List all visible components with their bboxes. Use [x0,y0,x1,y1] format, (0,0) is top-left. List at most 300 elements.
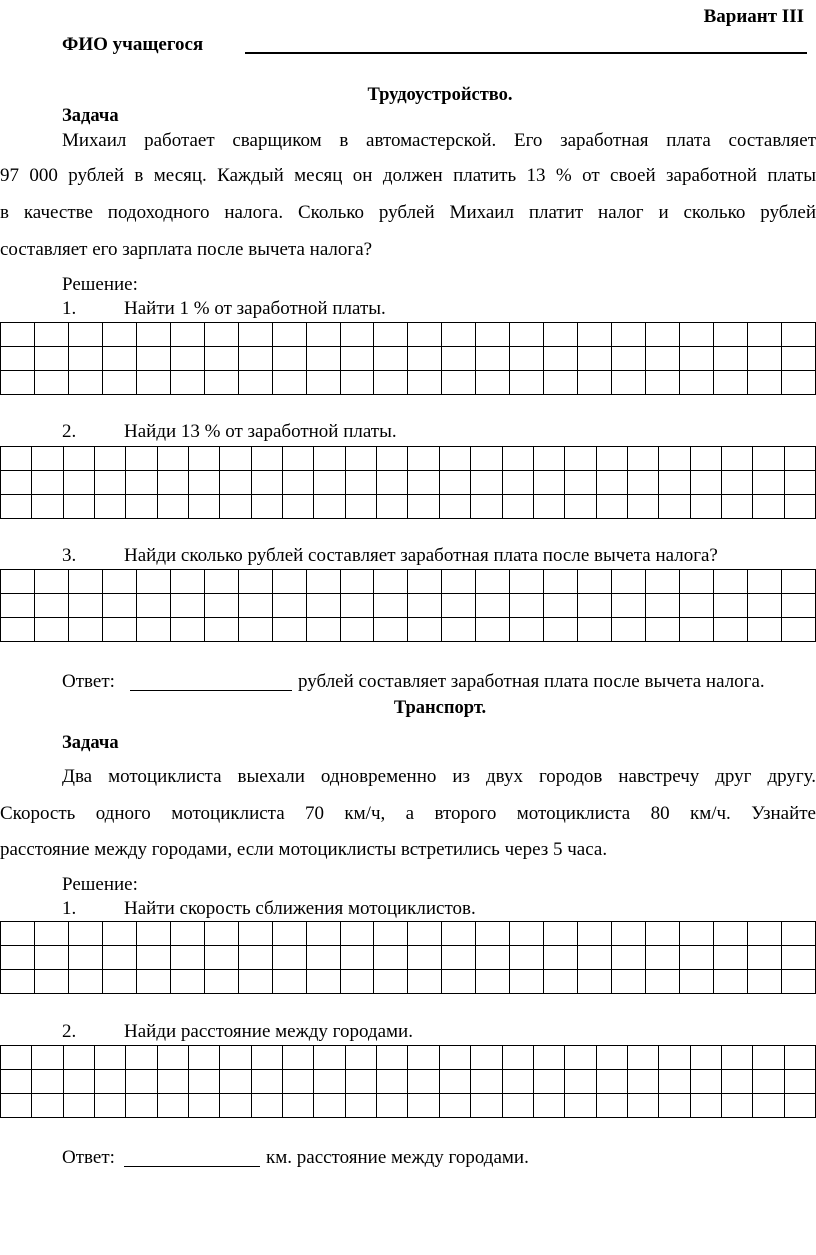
grid-cell[interactable] [476,946,510,970]
grid-cell[interactable] [747,946,781,970]
grid-cell[interactable] [659,471,690,495]
grid-cell[interactable] [283,1070,314,1094]
grid-cell[interactable] [238,594,272,618]
grid-cell[interactable] [747,323,781,347]
grid-cell[interactable] [690,1094,721,1118]
grid-cell[interactable] [565,471,596,495]
grid-cell[interactable] [510,323,544,347]
grid-cell[interactable] [63,1046,94,1070]
grid-cell[interactable] [439,1070,470,1094]
grid-cell[interactable] [170,594,204,618]
grid-cell[interactable] [251,447,282,471]
grid-cell[interactable] [476,970,510,994]
grid-cell[interactable] [1,347,35,371]
grid-cell[interactable] [544,347,578,371]
grid-cell[interactable] [533,495,564,519]
grid-cell[interactable] [95,471,126,495]
grid-cell[interactable] [63,447,94,471]
grid-cell[interactable] [544,922,578,946]
grid-cell[interactable] [157,1094,188,1118]
grid-cell[interactable] [283,1094,314,1118]
grid-cell[interactable] [565,1046,596,1070]
grid-cell[interactable] [646,970,680,994]
grid-cell[interactable] [136,618,170,642]
grid-cell[interactable] [189,1046,220,1070]
grid-cell[interactable] [306,347,340,371]
grid-cell[interactable] [34,970,68,994]
grid-cell[interactable] [126,1070,157,1094]
grid-cell[interactable] [340,347,374,371]
grid-cell[interactable] [32,447,63,471]
grid-cell[interactable] [408,347,442,371]
grid-cell[interactable] [596,1094,627,1118]
grid-cell[interactable] [753,1094,784,1118]
grid-cell[interactable] [157,1070,188,1094]
grid-cell[interactable] [471,495,502,519]
grid-cell[interactable] [442,946,476,970]
grid-cell[interactable] [314,495,345,519]
grid-cell[interactable] [753,447,784,471]
grid-cell[interactable] [220,447,251,471]
grid-cell[interactable] [747,970,781,994]
grid-cell[interactable] [721,471,752,495]
grid-cell[interactable] [747,371,781,395]
grid-cell[interactable] [204,922,238,946]
grid-cell[interactable] [283,1046,314,1070]
grid-cell[interactable] [442,347,476,371]
grid-cell[interactable] [781,323,815,347]
grid-cell[interactable] [238,570,272,594]
grid-cell[interactable] [781,594,815,618]
grid-cell[interactable] [627,1046,658,1070]
grid-cell[interactable] [721,447,752,471]
grid-cell[interactable] [753,1046,784,1070]
grid-cell[interactable] [1,570,35,594]
grid-cell[interactable] [1,495,32,519]
grid-cell[interactable] [578,946,612,970]
grid-cell[interactable] [408,570,442,594]
grid-cell[interactable] [784,1070,815,1094]
grid-cell[interactable] [102,371,136,395]
grid-cell[interactable] [510,970,544,994]
grid-cell[interactable] [680,371,714,395]
grid-cell[interactable] [157,471,188,495]
grid-cell[interactable] [136,594,170,618]
student-name-field[interactable] [245,52,807,54]
grid-cell[interactable] [408,471,439,495]
grid-cell[interactable] [690,1070,721,1094]
grid-cell[interactable] [251,1046,282,1070]
grid-cell[interactable] [544,946,578,970]
grid-cell[interactable] [646,570,680,594]
answer-grid-1-1[interactable] [0,322,816,395]
grid-cell[interactable] [408,447,439,471]
grid-cell[interactable] [578,970,612,994]
grid-cell[interactable] [442,570,476,594]
grid-cell[interactable] [189,495,220,519]
grid-cell[interactable] [439,447,470,471]
grid-cell[interactable] [596,471,627,495]
grid-cell[interactable] [578,347,612,371]
grid-cell[interactable] [646,618,680,642]
grid-cell[interactable] [781,946,815,970]
grid-cell[interactable] [220,471,251,495]
grid-cell[interactable] [578,371,612,395]
grid-cell[interactable] [95,495,126,519]
grid-cell[interactable] [170,570,204,594]
grid-cell[interactable] [659,495,690,519]
grid-cell[interactable] [753,495,784,519]
grid-cell[interactable] [283,447,314,471]
grid-cell[interactable] [32,1070,63,1094]
grid-cell[interactable] [408,618,442,642]
grid-cell[interactable] [680,570,714,594]
grid-cell[interactable] [714,922,748,946]
grid-cell[interactable] [714,618,748,642]
grid-cell[interactable] [345,447,376,471]
grid-cell[interactable] [502,447,533,471]
grid-cell[interactable] [408,323,442,347]
grid-cell[interactable] [63,495,94,519]
grid-cell[interactable] [157,447,188,471]
grid-cell[interactable] [272,570,306,594]
grid-cell[interactable] [690,1046,721,1070]
answer-grid-2-2[interactable] [0,1045,816,1118]
grid-cell[interactable] [1,946,35,970]
grid-cell[interactable] [565,447,596,471]
grid-cell[interactable] [471,1094,502,1118]
grid-cell[interactable] [627,447,658,471]
grid-cell[interactable] [439,1046,470,1070]
grid-cell[interactable] [34,323,68,347]
grid-cell[interactable] [784,1094,815,1118]
grid-cell[interactable] [533,1070,564,1094]
answer-blank-1[interactable] [130,690,292,691]
grid-cell[interactable] [510,347,544,371]
grid-cell[interactable] [1,1046,32,1070]
grid-cell[interactable] [612,594,646,618]
grid-cell[interactable] [170,371,204,395]
grid-cell[interactable] [781,922,815,946]
grid-cell[interactable] [126,495,157,519]
grid-cell[interactable] [533,447,564,471]
grid-cell[interactable] [784,1046,815,1070]
grid-cell[interactable] [272,970,306,994]
grid-cell[interactable] [34,371,68,395]
grid-cell[interactable] [578,922,612,946]
grid-cell[interactable] [476,922,510,946]
grid-cell[interactable] [1,594,35,618]
grid-cell[interactable] [502,1070,533,1094]
grid-cell[interactable] [189,471,220,495]
grid-cell[interactable] [220,1046,251,1070]
grid-cell[interactable] [533,1046,564,1070]
grid-cell[interactable] [578,323,612,347]
grid-cell[interactable] [544,594,578,618]
grid-cell[interactable] [408,495,439,519]
grid-cell[interactable] [612,618,646,642]
grid-cell[interactable] [68,922,102,946]
grid-cell[interactable] [646,371,680,395]
grid-cell[interactable] [68,946,102,970]
grid-cell[interactable] [714,570,748,594]
grid-cell[interactable] [690,447,721,471]
grid-cell[interactable] [502,1094,533,1118]
grid-cell[interactable] [1,618,35,642]
grid-cell[interactable] [596,447,627,471]
grid-cell[interactable] [596,1046,627,1070]
grid-cell[interactable] [238,618,272,642]
grid-cell[interactable] [1,922,35,946]
grid-cell[interactable] [340,618,374,642]
grid-cell[interactable] [680,323,714,347]
grid-cell[interactable] [34,570,68,594]
grid-cell[interactable] [374,347,408,371]
grid-cell[interactable] [714,323,748,347]
grid-cell[interactable] [314,471,345,495]
grid-cell[interactable] [680,618,714,642]
grid-cell[interactable] [442,371,476,395]
grid-cell[interactable] [306,922,340,946]
grid-cell[interactable] [170,323,204,347]
grid-cell[interactable] [374,371,408,395]
grid-cell[interactable] [646,922,680,946]
grid-cell[interactable] [272,371,306,395]
grid-cell[interactable] [714,970,748,994]
grid-cell[interactable] [476,347,510,371]
grid-cell[interactable] [306,323,340,347]
grid-cell[interactable] [408,946,442,970]
grid-cell[interactable] [220,495,251,519]
grid-cell[interactable] [544,618,578,642]
grid-cell[interactable] [690,471,721,495]
grid-cell[interactable] [68,570,102,594]
grid-cell[interactable] [204,618,238,642]
grid-cell[interactable] [408,1046,439,1070]
grid-cell[interactable] [476,618,510,642]
grid-cell[interactable] [238,371,272,395]
grid-cell[interactable] [646,347,680,371]
grid-cell[interactable] [102,922,136,946]
grid-cell[interactable] [374,323,408,347]
grid-cell[interactable] [238,946,272,970]
grid-cell[interactable] [612,323,646,347]
grid-cell[interactable] [502,1046,533,1070]
grid-cell[interactable] [126,447,157,471]
grid-cell[interactable] [32,1094,63,1118]
grid-cell[interactable] [781,371,815,395]
grid-cell[interactable] [340,323,374,347]
grid-cell[interactable] [345,1046,376,1070]
grid-cell[interactable] [578,618,612,642]
grid-cell[interactable] [189,1070,220,1094]
answer-grid-1-2[interactable] [0,446,816,519]
grid-cell[interactable] [157,1046,188,1070]
grid-cell[interactable] [612,922,646,946]
grid-cell[interactable] [612,946,646,970]
grid-cell[interactable] [714,347,748,371]
grid-cell[interactable] [377,471,408,495]
grid-cell[interactable] [102,970,136,994]
grid-cell[interactable] [476,570,510,594]
grid-cell[interactable] [544,371,578,395]
grid-cell[interactable] [170,970,204,994]
grid-cell[interactable] [238,347,272,371]
grid-cell[interactable] [306,946,340,970]
grid-cell[interactable] [68,970,102,994]
grid-cell[interactable] [439,471,470,495]
grid-cell[interactable] [442,323,476,347]
grid-cell[interactable] [471,471,502,495]
grid-cell[interactable] [377,1070,408,1094]
grid-cell[interactable] [238,323,272,347]
grid-cell[interactable] [1,371,35,395]
grid-cell[interactable] [476,371,510,395]
grid-cell[interactable] [408,371,442,395]
grid-cell[interactable] [753,471,784,495]
grid-cell[interactable] [612,371,646,395]
grid-cell[interactable] [544,970,578,994]
grid-cell[interactable] [1,323,35,347]
grid-cell[interactable] [170,946,204,970]
grid-cell[interactable] [340,970,374,994]
grid-cell[interactable] [136,922,170,946]
grid-cell[interactable] [272,946,306,970]
grid-cell[interactable] [439,495,470,519]
grid-cell[interactable] [377,1046,408,1070]
grid-cell[interactable] [306,970,340,994]
grid-cell[interactable] [690,495,721,519]
grid-cell[interactable] [544,570,578,594]
grid-cell[interactable] [612,347,646,371]
grid-cell[interactable] [627,1070,658,1094]
grid-cell[interactable] [272,594,306,618]
grid-cell[interactable] [32,1046,63,1070]
grid-cell[interactable] [502,495,533,519]
grid-cell[interactable] [34,618,68,642]
grid-cell[interactable] [408,970,442,994]
grid-cell[interactable] [659,1046,690,1070]
answer-grid-2-1[interactable] [0,921,816,994]
grid-cell[interactable] [714,371,748,395]
grid-cell[interactable] [659,447,690,471]
grid-cell[interactable] [238,922,272,946]
grid-cell[interactable] [596,1070,627,1094]
grid-cell[interactable] [95,1070,126,1094]
grid-cell[interactable] [306,570,340,594]
grid-cell[interactable] [439,1094,470,1118]
grid-cell[interactable] [102,570,136,594]
grid-cell[interactable] [680,347,714,371]
grid-cell[interactable] [408,922,442,946]
grid-cell[interactable] [189,1094,220,1118]
grid-cell[interactable] [95,447,126,471]
grid-cell[interactable] [510,618,544,642]
grid-cell[interactable] [136,970,170,994]
grid-cell[interactable] [471,1070,502,1094]
grid-cell[interactable] [781,618,815,642]
grid-cell[interactable] [102,618,136,642]
grid-cell[interactable] [680,946,714,970]
answer-blank-2[interactable] [124,1166,260,1167]
grid-cell[interactable] [340,570,374,594]
grid-cell[interactable] [721,1046,752,1070]
grid-cell[interactable] [544,323,578,347]
grid-cell[interactable] [374,970,408,994]
grid-cell[interactable] [251,495,282,519]
grid-cell[interactable] [565,1094,596,1118]
grid-cell[interactable] [612,970,646,994]
grid-cell[interactable] [1,447,32,471]
grid-cell[interactable] [442,594,476,618]
grid-cell[interactable] [721,495,752,519]
grid-cell[interactable] [204,323,238,347]
grid-cell[interactable] [314,447,345,471]
grid-cell[interactable] [408,1070,439,1094]
grid-cell[interactable] [272,618,306,642]
grid-cell[interactable] [170,347,204,371]
grid-cell[interactable] [1,1070,32,1094]
grid-cell[interactable] [136,570,170,594]
grid-cell[interactable] [314,1070,345,1094]
grid-cell[interactable] [747,618,781,642]
grid-cell[interactable] [659,1094,690,1118]
grid-cell[interactable] [377,447,408,471]
grid-cell[interactable] [377,495,408,519]
grid-cell[interactable] [95,1094,126,1118]
grid-cell[interactable] [283,495,314,519]
grid-cell[interactable] [63,471,94,495]
grid-cell[interactable] [345,471,376,495]
grid-cell[interactable] [136,371,170,395]
grid-cell[interactable] [442,618,476,642]
grid-cell[interactable] [578,594,612,618]
grid-cell[interactable] [204,594,238,618]
grid-cell[interactable] [714,946,748,970]
grid-cell[interactable] [471,1046,502,1070]
grid-cell[interactable] [747,594,781,618]
grid-cell[interactable] [68,594,102,618]
grid-cell[interactable] [646,946,680,970]
grid-cell[interactable] [157,495,188,519]
grid-cell[interactable] [408,594,442,618]
grid-cell[interactable] [34,946,68,970]
grid-cell[interactable] [565,495,596,519]
grid-cell[interactable] [189,447,220,471]
grid-cell[interactable] [612,570,646,594]
grid-cell[interactable] [721,1070,752,1094]
grid-cell[interactable] [1,471,32,495]
grid-cell[interactable] [510,594,544,618]
grid-cell[interactable] [781,970,815,994]
grid-cell[interactable] [565,1070,596,1094]
grid-cell[interactable] [680,922,714,946]
grid-cell[interactable] [306,371,340,395]
grid-cell[interactable] [170,922,204,946]
grid-cell[interactable] [68,323,102,347]
grid-cell[interactable] [126,1046,157,1070]
grid-cell[interactable] [345,495,376,519]
grid-cell[interactable] [95,1046,126,1070]
grid-cell[interactable] [510,371,544,395]
grid-cell[interactable] [340,946,374,970]
grid-cell[interactable] [374,946,408,970]
grid-cell[interactable] [340,922,374,946]
grid-cell[interactable] [721,1094,752,1118]
grid-cell[interactable] [747,922,781,946]
grid-cell[interactable] [374,618,408,642]
grid-cell[interactable] [510,946,544,970]
